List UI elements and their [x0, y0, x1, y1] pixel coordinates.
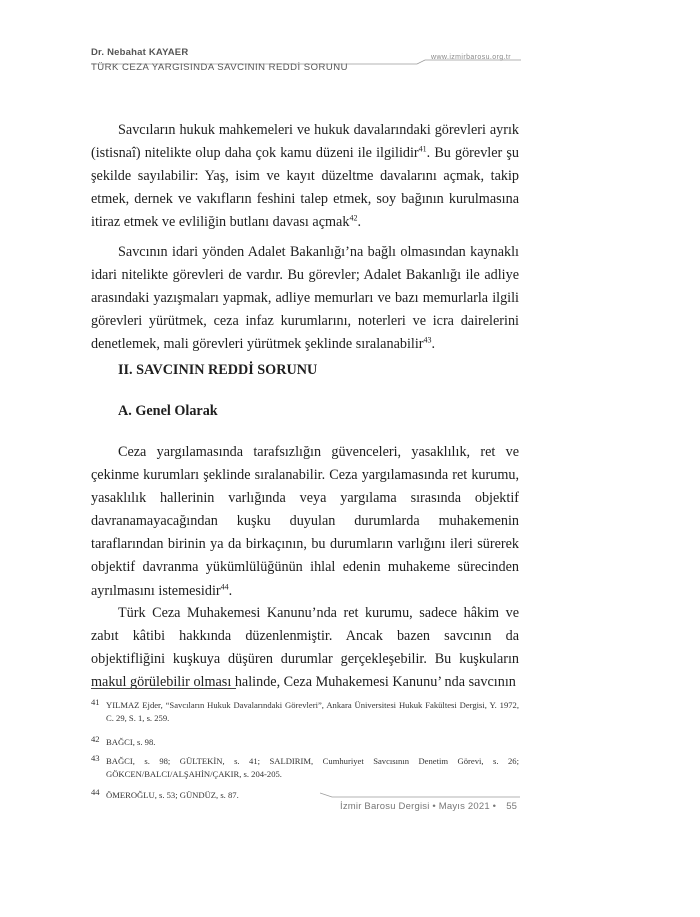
subsection-heading: A. Genel Olarak	[118, 403, 218, 419]
paragraph-text: .	[431, 336, 436, 353]
footnote-ref: 44	[220, 581, 229, 591]
paragraph-text: Ceza yargılamasında tarafsızlığın güvenceleri, yasaklılık, ret ve çekinme kurumları şeklinde sıralanabilir. Ceza yargılamasında ret kurumu, yasaklılık hallerinin varlığında veya yargılama sırasında objektif davranamayacağından kuşku duyulan durumlarda muhakemenin taraflarından birinin ya da birkaçının, bu durumların varlığını ileri sürerek objektif davranma yükümlülüğünün ihlal edenin muhakeme sürecinden ayrılmasını istemesidir	[91, 444, 519, 599]
paragraph-4	[91, 602, 519, 694]
footnote-number: 43	[91, 753, 100, 763]
footnote-rule	[91, 688, 236, 689]
footnote-ref: 41	[418, 144, 427, 154]
footer-journal: İzmir Barosu Dergisi • Mayıs 2021 •	[340, 801, 497, 812]
paragraph-1	[91, 119, 519, 234]
footnote-ref: 42	[349, 213, 358, 223]
paragraph-text: Savcıların hukuk mahkemeleri ve hukuk davalarındaki görevleri ayrık (istisnaî) nitelikte olup daha çok kamu düzeni ile ilgilidir	[91, 122, 519, 162]
footnote-text: ÖMEROĞLU, s. 53; GÜNDÜZ, s. 87.	[106, 790, 239, 800]
footnote-number: 44	[91, 787, 100, 797]
paragraph-text: . Bu görevler şu şekilde sayılabilir: Yaş, isim ve kayıt düzeltme davalarını açmak, takip etmek, dernek ve vakıfların feshini talep etmek, soy bağının kurulmasına itiraz etmek ve evliliğin butlanı davası açmak	[91, 145, 519, 231]
paragraph-2	[91, 241, 519, 356]
footnote	[91, 699, 519, 725]
footnote	[91, 736, 519, 749]
paragraph-text: Savcının idari yönden Adalet Bakanlığı’na bağlı olmasından kaynaklı idari nitelikte görevleri de vardır. Bu görevler; Adalet Bakanlığı ile adliye arasındaki yazışmaları yapmak, adliye memurları ve bazı memurlarla ilgili görevleri yürütmek, ceza infaz kurumlarını, noterleri ve icra dairelerini denetlemek, mali görevleri yürütmek şeklinde sıralanabilir	[91, 244, 519, 353]
footnote-ref: 43	[423, 335, 432, 345]
footnote-number: 41	[91, 697, 100, 707]
section-heading: II. SAVCININ REDDİ SORUNU	[118, 362, 318, 378]
footer-rule	[320, 792, 520, 798]
page-number: 55	[506, 801, 518, 812]
header-url: www.izmirbarosu.org.tr	[431, 54, 511, 61]
footnote-text: BAĞCI, s. 98; GÜLTEKİN, s. 41; SALDIRIM, Cumhuriyet Savcısının Denetim Görevi, s. 26; GÖKCEN/BALCI/ALŞAHİN/ÇAKIR, s. 204-205.	[106, 756, 519, 779]
footer-text	[340, 801, 517, 812]
footnote-number: 42	[91, 734, 100, 744]
paragraph-text: Türk Ceza Muhakemesi Kanunu’nda ret kurumu, sadece hâkim ve zabıt kâtibi hakkında düzenlenmiştir. Ancak bazen savcının da objektifliğini kuşkuya düşüren durumlar gerçekleşebilir. Bu kuşkuların makul görülebilir olması halinde, Ceza Muhakemesi Kanunu’ nda savcının	[91, 605, 519, 691]
footnote-text: YILMAZ Ejder, “Savcıların Hukuk Davalarındaki Görevleri”, Ankara Üniversitesi Hukuk Fakültesi Dergisi, Y. 1972, C. 29, S. 1, s. 259.	[106, 700, 519, 723]
paragraph-3	[91, 441, 519, 603]
footnote	[91, 755, 519, 781]
header-title: TÜRK CEZA YARGISINDA SAVCININ REDDİ SORUNU	[91, 62, 348, 73]
header-author: Dr. Nebahat KAYAER	[91, 47, 189, 58]
footnote-text: BAĞCI, s. 98.	[106, 737, 156, 747]
paragraph-text: .	[357, 214, 361, 231]
paragraph-text: .	[228, 582, 233, 599]
